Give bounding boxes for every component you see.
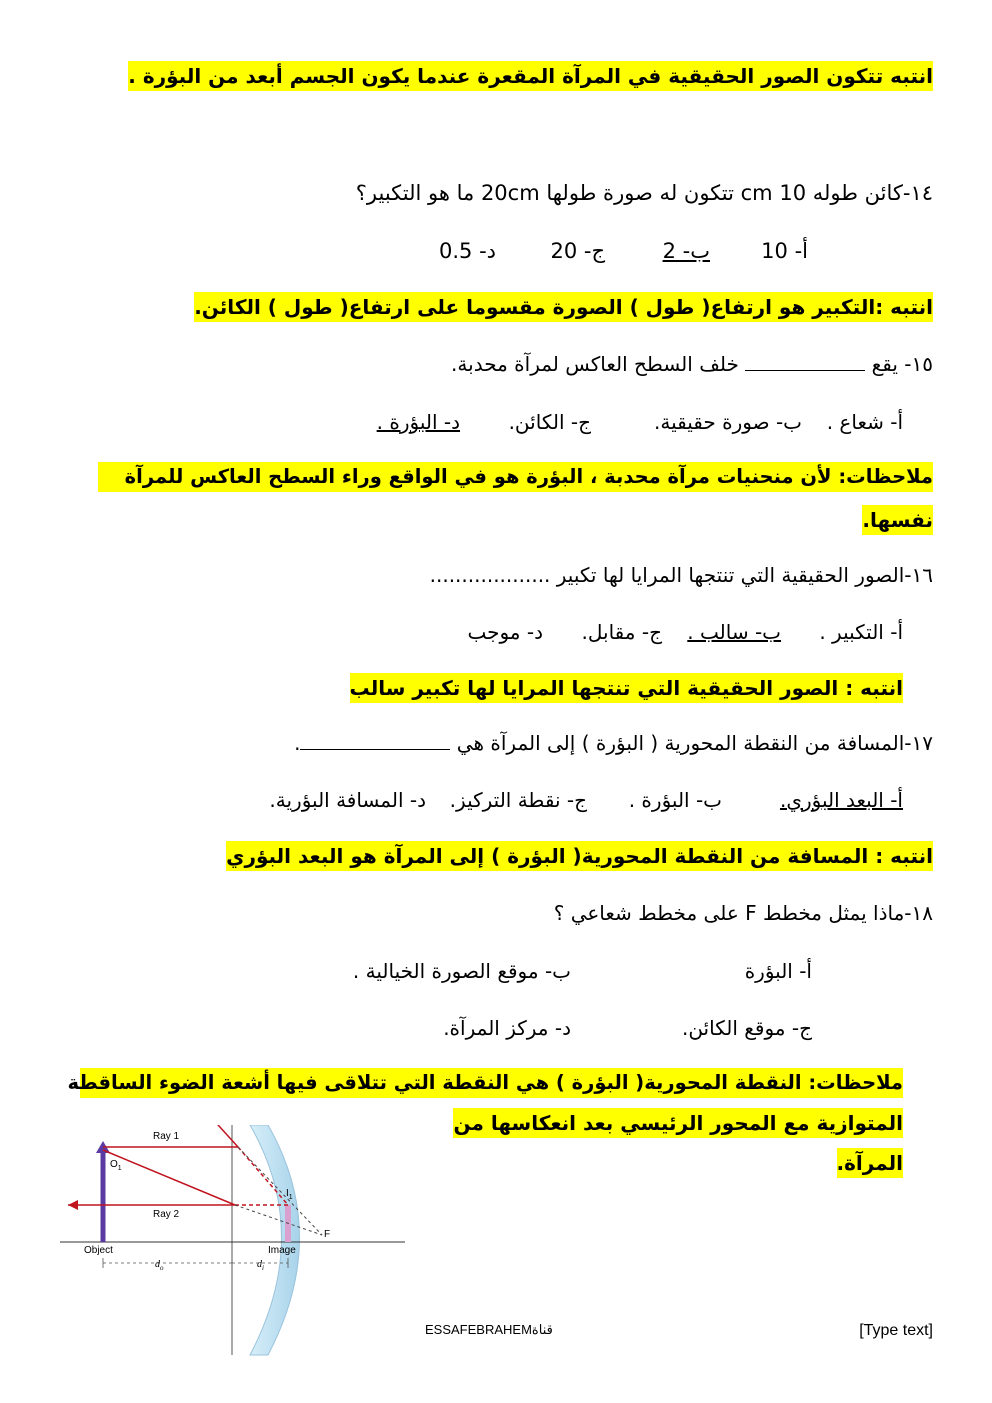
q18-option-a-text: أ- البؤرة bbox=[744, 959, 812, 983]
q18-option-b: ب- موقع الصورة الخيالية . bbox=[352, 959, 571, 983]
note-negative-magnification: انتبه : الصور الحقيقية التي تنتجها المرايا لها تكبير سالب bbox=[350, 673, 903, 703]
q14-option-d: د- 0.5 bbox=[438, 239, 496, 263]
q14-option-a: أ- 10 bbox=[761, 239, 808, 263]
q16-option-c: ج- مقابل. bbox=[581, 620, 662, 644]
note-convex-focus-line1: ملاحظات: لأن منحنيات مرآة محدبة ، البؤرة هو في الواقع وراء السطح العاكس للمرآة bbox=[98, 462, 933, 492]
question-16: ١٦-الصور الحقيقية التي تنتجها المرايا لها تكبير ................... bbox=[429, 563, 933, 587]
footer-channel: ESSAFEBRAHEMقناة bbox=[425, 1322, 553, 1337]
question-14: ١٤-كائن طوله 10 cm تتكون له صورة طولها 20cm ما هو التكبير؟ bbox=[355, 181, 933, 205]
note-focal-point-line3: المرآة. bbox=[837, 1148, 903, 1178]
q15-option-a: أ- شعاع . bbox=[826, 410, 903, 434]
q16-option-d: د- موجب bbox=[467, 620, 543, 644]
ray-2 bbox=[103, 1150, 235, 1205]
o1-label: $O_1$ bbox=[110, 1159, 122, 1172]
convex-mirror bbox=[250, 1125, 300, 1355]
q17-stem-end: . bbox=[294, 731, 301, 755]
do-label: $d_o$ bbox=[155, 1259, 164, 1272]
note-focal-length: انتبه : المسافة من النقطة المحورية( البؤرة ) إلى المرآة هو البعد البؤري bbox=[226, 841, 933, 871]
focal-point-label: F bbox=[324, 1229, 331, 1240]
di-label: $d_i$ bbox=[257, 1259, 264, 1272]
q17-option-c: ج- نقطة التركيز. bbox=[449, 788, 587, 812]
q16-option-a: أ- التكبير . bbox=[819, 620, 903, 644]
q15-blank bbox=[745, 352, 865, 371]
note-real-images: انتبه تتكون الصور الحقيقية في المرآة المقعرة عندما يكون الجسم أبعد من البؤرة . bbox=[128, 61, 933, 91]
ray-2-arrowhead bbox=[68, 1200, 78, 1210]
construction-line-1 bbox=[235, 1205, 322, 1235]
q18-option-a bbox=[745, 956, 812, 986]
q15-option-b: ب- صورة حقيقية. bbox=[654, 410, 802, 434]
q15-option-c: ج- الكائن. bbox=[508, 410, 591, 434]
q18-option-c: ج- موقع الكائن. bbox=[681, 1016, 812, 1040]
q17-option-a bbox=[780, 785, 903, 815]
object-label: Object bbox=[84, 1245, 113, 1256]
question-17 bbox=[294, 728, 933, 758]
ray-1-label: Ray 1 bbox=[153, 1131, 180, 1142]
note-focal-point-line2: المتوازية مع المحور الرئيسي بعد انعكاسها من bbox=[453, 1108, 903, 1138]
note-focal-point-line1: ملاحظات: النقطة المحورية( البؤرة ) هي النقطة التي تتلاقى فيها أشعة الضوء الساقطة bbox=[80, 1068, 903, 1098]
q17-stem: ١٧-المسافة من النقطة المحورية ( البؤرة ) إلى المرآة هي bbox=[456, 731, 933, 755]
convex-mirror-ray-diagram bbox=[60, 1125, 410, 1360]
q17-option-b: ب- البؤرة . bbox=[628, 788, 722, 812]
q18-option-d: د- مركز المرآة. bbox=[443, 1016, 571, 1040]
q14-option-b: ب- 2 bbox=[662, 239, 710, 263]
question-18: ١٨-ماذا يمثل مخطط F على مخطط شعاعي ؟ bbox=[553, 901, 933, 925]
question-15 bbox=[451, 349, 933, 379]
q17-option-d: د- المسافة البؤرية. bbox=[269, 788, 426, 812]
note-magnification: انتبه :التكبير هو ارتفاع( طول ) الصورة مقسوما على ارتفاع( طول ) الكائن. bbox=[194, 292, 933, 322]
q15-stem-start: ١٥- يقع bbox=[871, 352, 933, 376]
note-convex-focus-line2: نفسها. bbox=[862, 505, 933, 535]
footer-placeholder: [Type text] bbox=[859, 1322, 933, 1339]
i1-label: $I_1$ bbox=[286, 1188, 293, 1201]
q16-option-b: ب- سالب . bbox=[687, 620, 781, 644]
q15-stem-end: خلف السطح العاكس لمرآة محدبة. bbox=[451, 352, 739, 376]
ray-2-label: Ray 2 bbox=[153, 1209, 180, 1220]
q17-option-a-text: أ- البعد البؤري. bbox=[779, 788, 903, 812]
q15-option-d: د- البؤرة . bbox=[376, 410, 460, 434]
q14-option-c: ج- 20 bbox=[550, 239, 605, 263]
image-label: Image bbox=[268, 1245, 296, 1256]
q17-blank bbox=[300, 731, 450, 750]
